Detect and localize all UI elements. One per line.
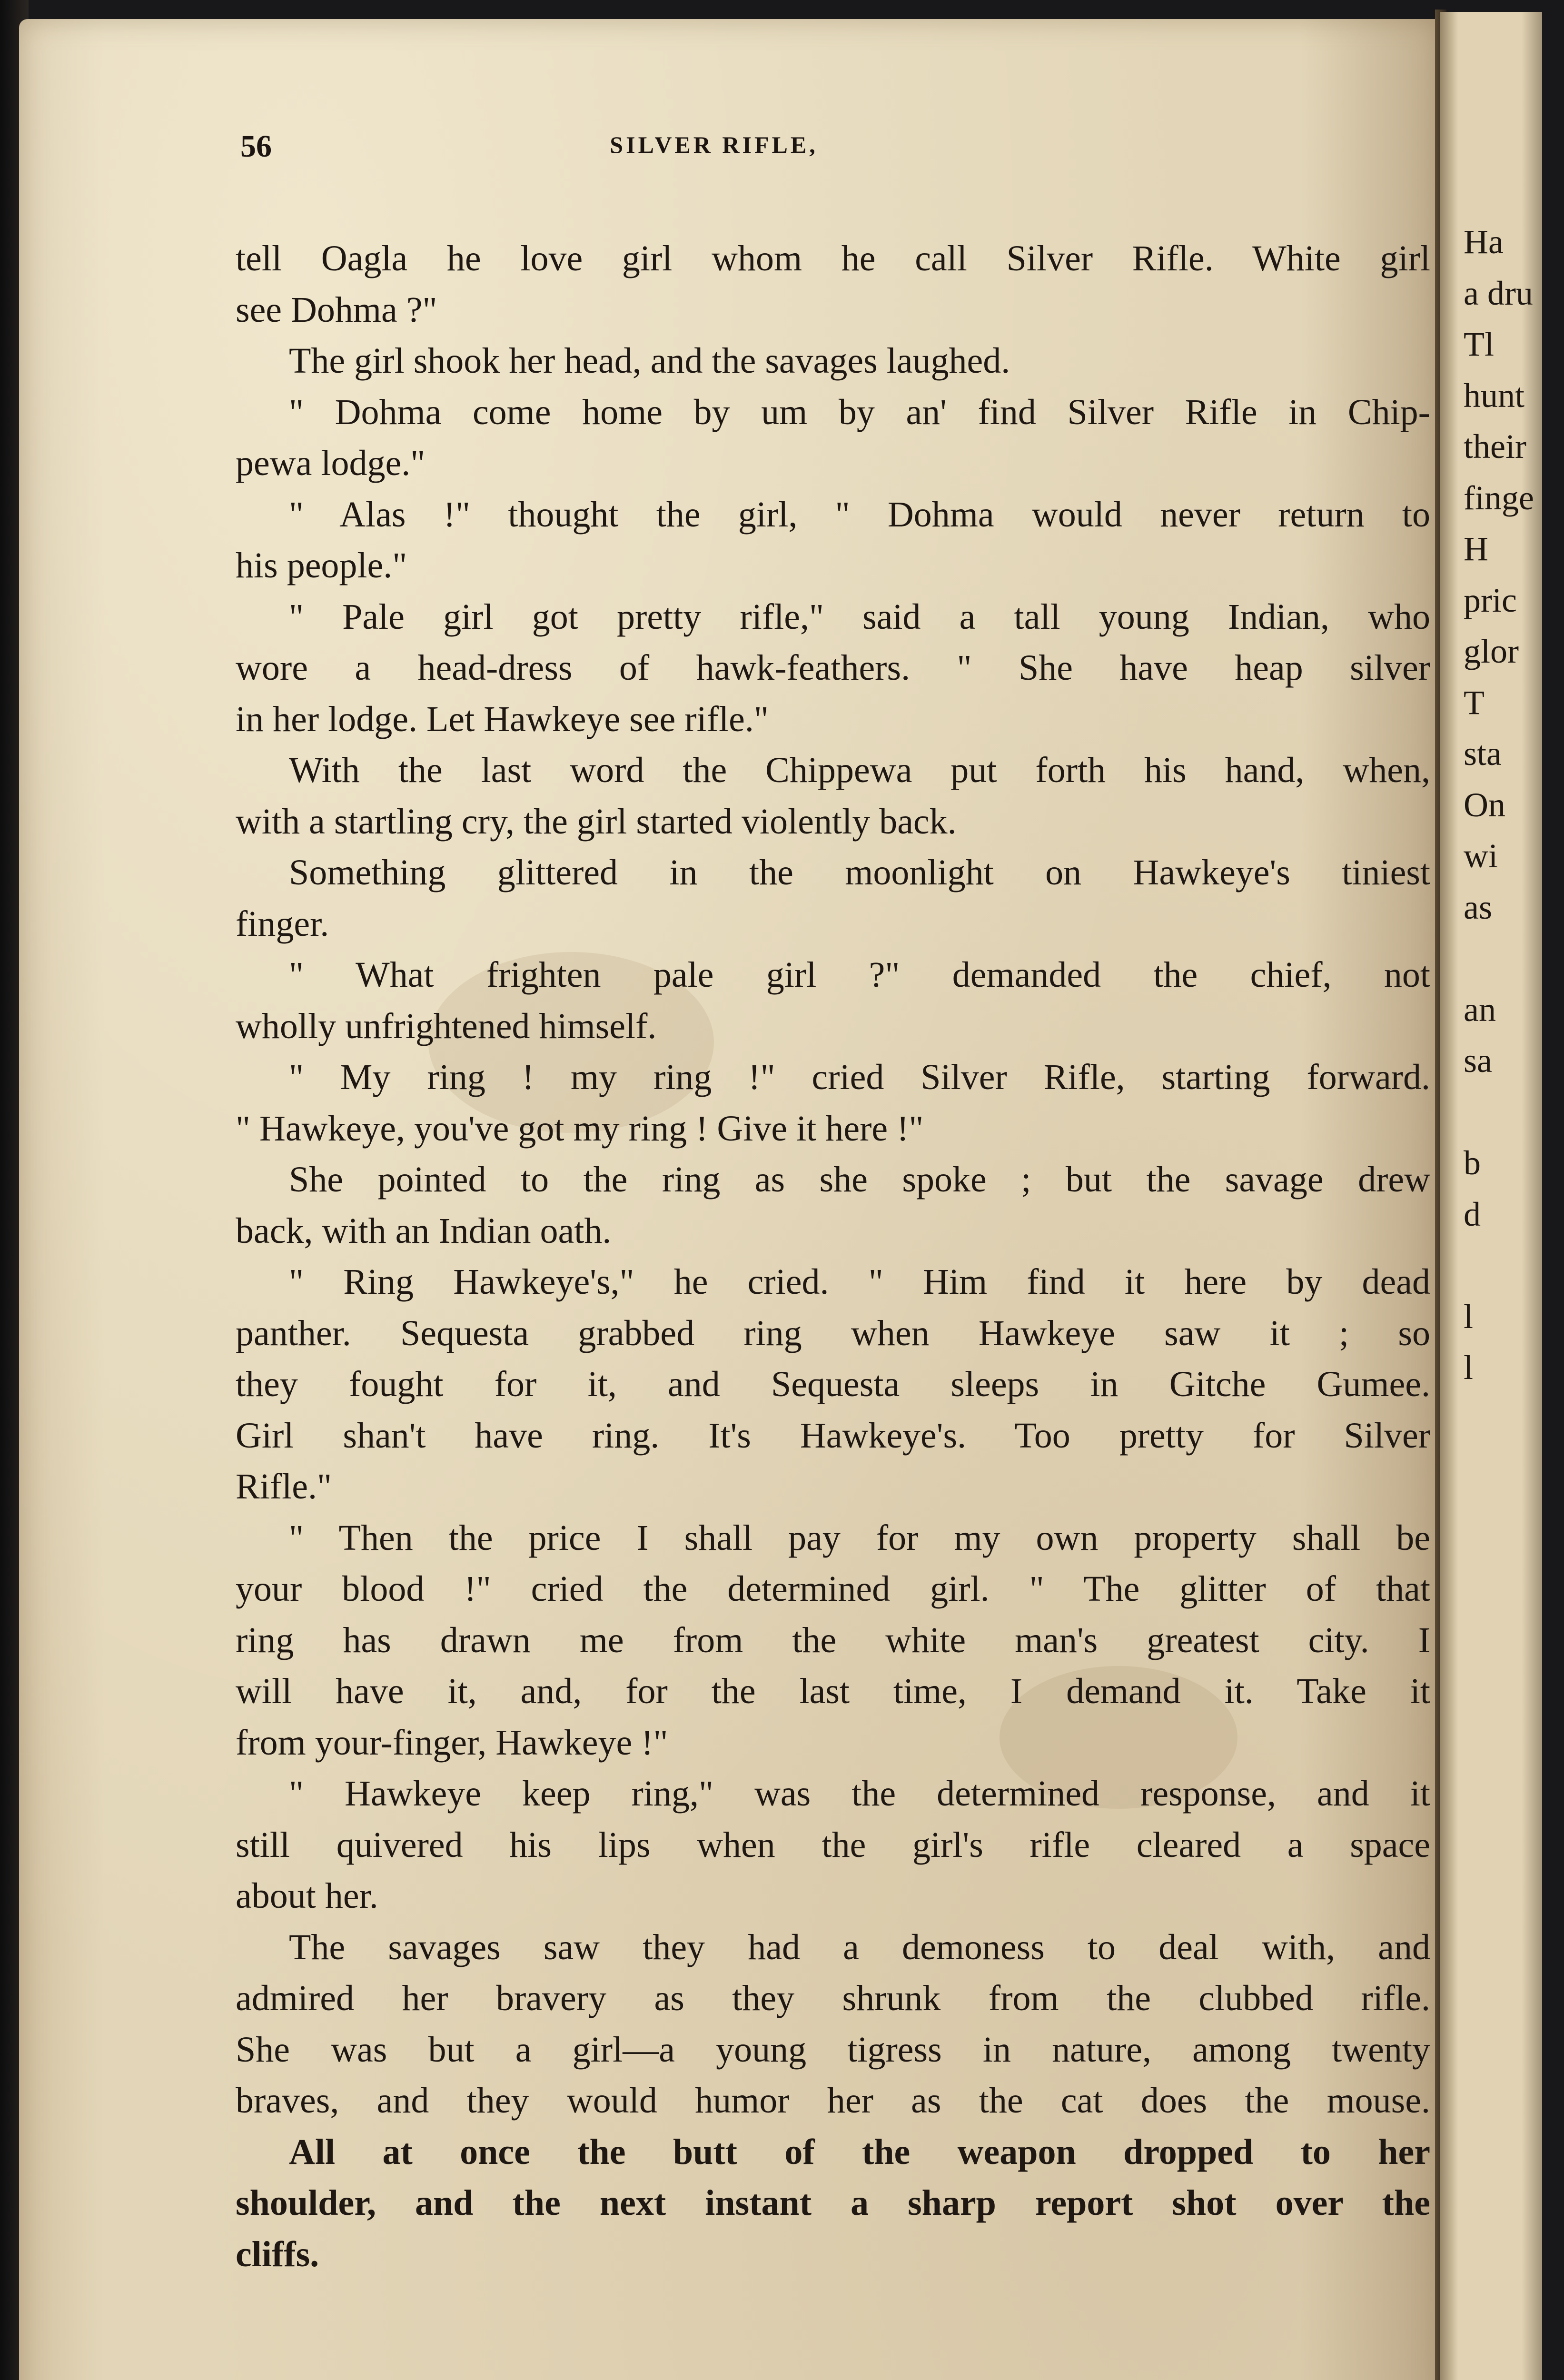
text-line: " Pale girl got pretty rifle," said a tall young Indian, who: [289, 596, 1430, 637]
adjacent-page-fragment: glor: [1464, 632, 1519, 670]
text-line: tell Oagla he love girl whom he call Silver Rifle. White girl: [236, 238, 1430, 278]
text-line: " Alas !" thought the girl, " Dohma would never return to: [289, 494, 1430, 535]
adjacent-page-fragment: hunt: [1464, 376, 1525, 415]
text-line: braves, and they would humor her as the cat does the mouse.: [236, 2081, 1430, 2121]
text-line: With the last word the Chippewa put forth his hand, when,: [289, 750, 1430, 790]
adjacent-page-fragment: a dru: [1464, 274, 1533, 312]
adjacent-page-fragment: l: [1464, 1297, 1474, 1336]
text-line: ring has drawn me from the white man's greatest city. I: [236, 1620, 1430, 1660]
adjacent-page-fragment: Tl: [1464, 325, 1494, 363]
text-line: The girl shook her head, and the savages laughed.: [289, 341, 1010, 381]
text-line: wore a head-dress of hawk-feathers. " She have heap silver: [236, 648, 1430, 688]
text-line: will have it, and, for the last time, I demand it. Take it: [236, 1671, 1430, 1711]
text-line: wholly unfrightened himself.: [236, 1006, 657, 1046]
adjacent-page-fragment: sta: [1464, 734, 1502, 773]
text-line: " Hawkeye, you've got my ring ! Give it here !": [236, 1108, 924, 1149]
text-line: Something glittered in the moonlight on Hawkeye's tiniest: [289, 853, 1430, 892]
text-line: his people.": [236, 545, 407, 585]
text-line: admired her bravery as they shrunk from the clubbed rifle.: [236, 1978, 1430, 2018]
text-line: with a startling cry, the girl started violently back.: [236, 801, 957, 842]
text-line: Girl shan't have ring. It's Hawkeye's. Too pretty for Silver: [236, 1415, 1430, 1456]
text-line: they fought for it, and Sequesta sleeps in Gitche Gumee.: [236, 1364, 1430, 1404]
text-line: " Dohma come home by um by an' find Silver Rifle in Chip-: [289, 392, 1430, 432]
adjacent-page-fragment: wi: [1464, 837, 1498, 875]
text-line: She was but a girl—a young tigress in nature, among twenty: [236, 2029, 1430, 2070]
text-line: back, with an Indian oath.: [236, 1210, 612, 1251]
text-line: about her.: [236, 1876, 378, 1916]
text-line: cliffs.: [236, 2234, 319, 2274]
text-line: finger.: [236, 903, 329, 944]
text-line: All at once the butt of the weapon dropped to her: [289, 2132, 1430, 2172]
adjacent-page-fragment: l: [1464, 1349, 1474, 1387]
text-line: " My ring ! my ring !" cried Silver Rifle, starting forward.: [289, 1057, 1430, 1097]
text-line: The savages saw they had a demoness to deal with, and: [289, 1927, 1430, 1967]
adjacent-page-fragment: pric: [1464, 581, 1517, 619]
text-line: still quivered his lips when the girl's rifle cleared a space: [236, 1825, 1430, 1865]
text-line: shoulder, and the next instant a sharp report shot over the: [236, 2183, 1430, 2223]
text-line: She pointed to the ring as she spoke ; but the savage drew: [289, 1160, 1430, 1200]
adjacent-page-fragment: [1464, 1087, 1549, 1138]
adjacent-page-fragment: T: [1464, 683, 1485, 722]
text-line: " What frighten pale girl ?" demanded the chief, not: [289, 955, 1430, 995]
adjacent-page-fragment: finge: [1464, 478, 1534, 517]
text-line: " Ring Hawkeye's," he cried. " Him find it here by dead: [289, 1262, 1430, 1302]
adjacent-page-fragment: [1464, 1240, 1549, 1291]
text-line: Rifle.": [236, 1467, 332, 1507]
text-line: panther. Sequesta grabbed ring when Hawkeye saw it ; so: [236, 1313, 1430, 1353]
text-line: in her lodge. Let Hawkeye see rifle.": [236, 699, 769, 739]
text-line: " Then the price I shall pay for my own property shall be: [289, 1517, 1430, 1558]
adjacent-page-fragment: H: [1464, 530, 1488, 568]
page-body-text: [236, 233, 1430, 2280]
text-line: pewa lodge.": [236, 443, 426, 483]
text-line: your blood !" cried the determined girl. " The glitter of that: [236, 1569, 1430, 1609]
running-head: SILVER RIFLE,: [610, 131, 818, 158]
adjacent-page-fragment: d: [1464, 1195, 1481, 1233]
adjacent-page-fragment: sa: [1464, 1041, 1492, 1080]
adjacent-page-fragment: On: [1464, 785, 1505, 824]
adjacent-page-fragment: b: [1464, 1144, 1481, 1182]
adjacent-page-fragment: their: [1464, 427, 1526, 466]
text-line: from your-finger, Hawkeye !": [236, 1722, 668, 1763]
page-number: 56: [240, 129, 272, 164]
adjacent-page-fragment: [1464, 933, 1549, 984]
adjacent-page-fragment: as: [1464, 888, 1492, 926]
text-line: " Hawkeye keep ring," was the determined response, and it: [289, 1774, 1430, 1814]
adjacent-page-text: [1464, 217, 1549, 1394]
adjacent-page-fragment: an: [1464, 990, 1496, 1029]
adjacent-page-fragment: Ha: [1464, 223, 1504, 261]
text-line: see Dohma ?": [236, 289, 437, 330]
